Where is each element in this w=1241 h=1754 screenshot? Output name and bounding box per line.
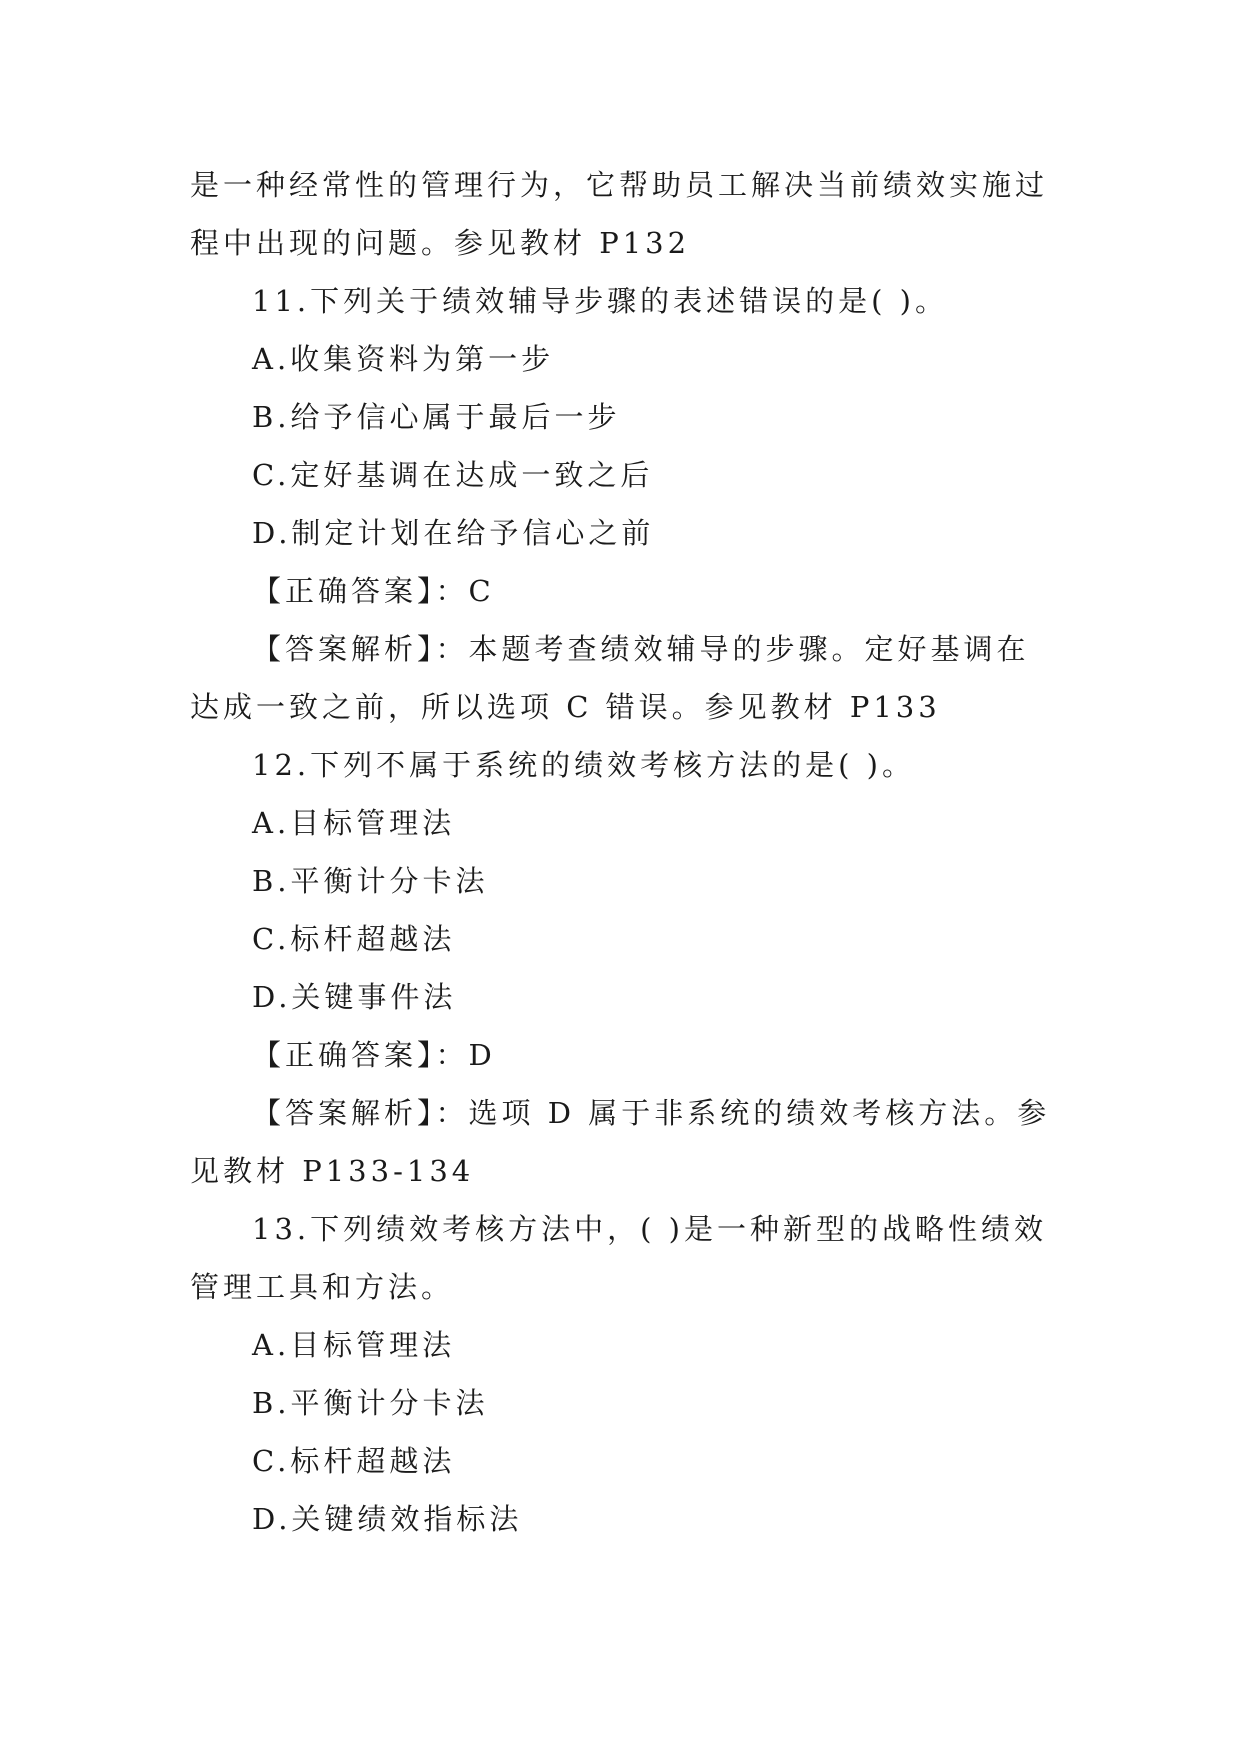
paragraph-line: 是一种经常性的管理行为，它帮助员工解决当前绩效实施过 (190, 168, 1049, 202)
question-13-stem: 13.下列绩效考核方法中，( )是一种新型的战略性绩效 (252, 1212, 1047, 1246)
paragraph-line: 程中出现的问题。参见教材 P132 (190, 226, 691, 260)
question-13-option-b: B.平衡计分卡法 (252, 1386, 489, 1420)
question-12-explanation: 【答案解析】：选项 D 属于非系统的绩效考核方法。参 (252, 1096, 1051, 1130)
question-11-option-b: B.给予信心属于最后一步 (252, 400, 621, 434)
question-13-option-d: D.关键绩效指标法 (252, 1502, 523, 1536)
question-12-option-d: D.关键事件法 (252, 980, 457, 1014)
question-11-option-d: D.制定计划在给予信心之前 (252, 516, 655, 550)
question-12-explanation-cont: 见教材 P133-134 (190, 1154, 475, 1188)
question-12-stem: 12.下列不属于系统的绩效考核方法的是( )。 (252, 748, 915, 782)
question-13-stem-cont: 管理工具和方法。 (190, 1270, 455, 1304)
question-11-stem: 11.下列关于绩效辅导步骤的表述错误的是( )。 (252, 284, 948, 318)
question-13-option-c: C.标杆超越法 (252, 1444, 456, 1478)
question-12-option-b: B.平衡计分卡法 (252, 864, 489, 898)
question-11-explanation: 【答案解析】：本题考查绩效辅导的步骤。定好基调在 (252, 632, 1030, 666)
question-11-answer: 【正确答案】：C (252, 574, 495, 608)
question-11-option-c: C.定好基调在达成一致之后 (252, 458, 654, 492)
question-13-option-a: A.目标管理法 (252, 1328, 456, 1362)
question-12-option-c: C.标杆超越法 (252, 922, 456, 956)
question-11-option-a: A.收集资料为第一步 (252, 342, 555, 376)
question-11-explanation-cont: 达成一致之前，所以选项 C 错误。参见教材 P133 (190, 690, 941, 724)
question-12-option-a: A.目标管理法 (252, 806, 456, 840)
question-12-answer: 【正确答案】：D (252, 1038, 496, 1072)
document-body (190, 156, 1052, 1548)
